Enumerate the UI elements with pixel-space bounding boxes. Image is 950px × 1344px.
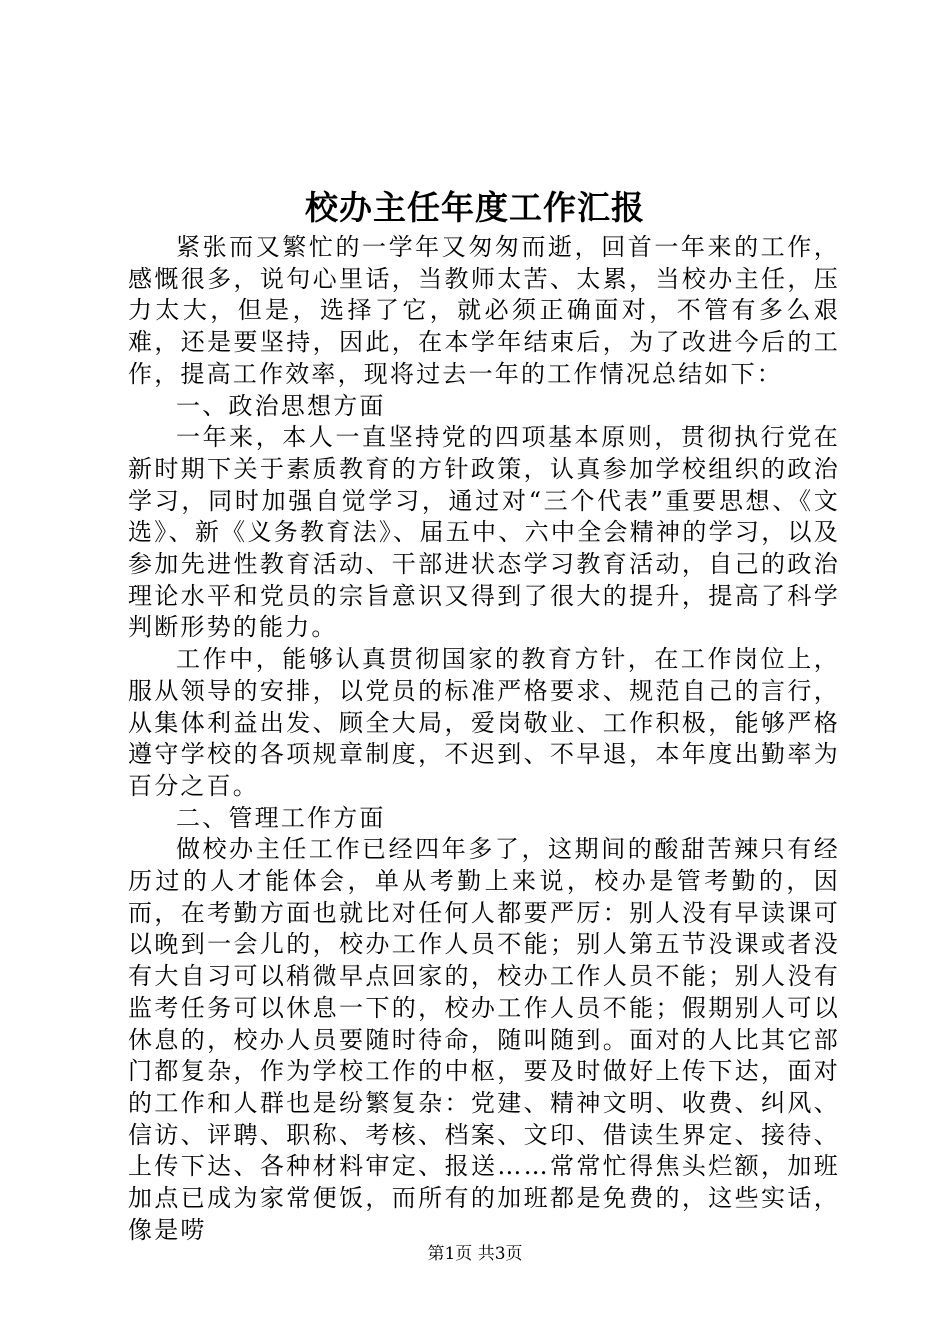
political-paragraph-2: 工作中，能够认真贯彻国家的教育方针，在工作岗位上，服从领导的安排，以党员的标准严格要求、规范自己的言行，从集体利益出发、顾全大局，爱岗敬业、工作积极，能够严格遵守学校的各项规章制度，不迟到、不早退，本年度出勤率为百分之百。 (128, 645, 840, 800)
document-title: 校办主任年度工作汇报 (305, 188, 645, 227)
section-heading-management: 二、管理工作方面 (176, 803, 386, 832)
intro-paragraph: 紧张而又繁忙的一学年又匆匆而逝，回首一年来的工作，感慨很多，说句心里话，当教师太苦、太累，当校办主任，压力太大，但是，选择了它，就必须正确面对，不管有多么艰难，还是要坚持，因此，在本学年结束后，为了改进今后的工作，提高工作效率，现将过去一年的工作情况总结如下： (128, 233, 840, 388)
document-body (128, 232, 840, 1247)
management-paragraph-1: 做校办主任工作已经四年多了，这期间的酸甜苦辣只有经历过的人才能体会，单从考勤上来说，校办是管考勤的，因而，在考勤方面也就比对任何人都要严厉：别人没有早读课可以晚到一会儿的，校办工作人员不能；别人第五节没课或者没有大自习可以稍微早点回家的，校办工作人员不能；别人没有监考任务可以休息一下的，校办工作人员不能；假期别人可以休息的，校办人员要随时待命，随叫随到。面对的人比其它部门都复杂，作为学校工作的中枢，要及时做好上传下达，面对的工作和人群也是纷繁复杂：党建、精神文明、收费、纠风、信访、评聘、职称、考核、档案、文印、借读生界定、接待、上传下达、各种材料审定、报送……常常忙得焦头烂额，加班加点已成为家常便饭，而所有的加班都是免费的，这些实话，像是唠 (128, 835, 840, 1244)
political-paragraph-1: 一年来，本人一直坚持党的四项基本原则，贯彻执行党在新时期下关于素质教育的方针政策，认真参加学校组织的政治学习，同时加强自觉学习，通过对“三个代表”重要思想、《文选》、新《义务教育法》、届五中、六中全会精神的学习，以及参加先进性教育活动、干部进状态学习教育活动，自己的政治理论水平和党员的宗旨意识又得到了很大的提升，提高了科学判断形势的能力。 (128, 423, 840, 642)
section-heading-political: 一、政治思想方面 (176, 391, 386, 420)
page-footer: 第1页 共3页 (427, 1244, 523, 1264)
